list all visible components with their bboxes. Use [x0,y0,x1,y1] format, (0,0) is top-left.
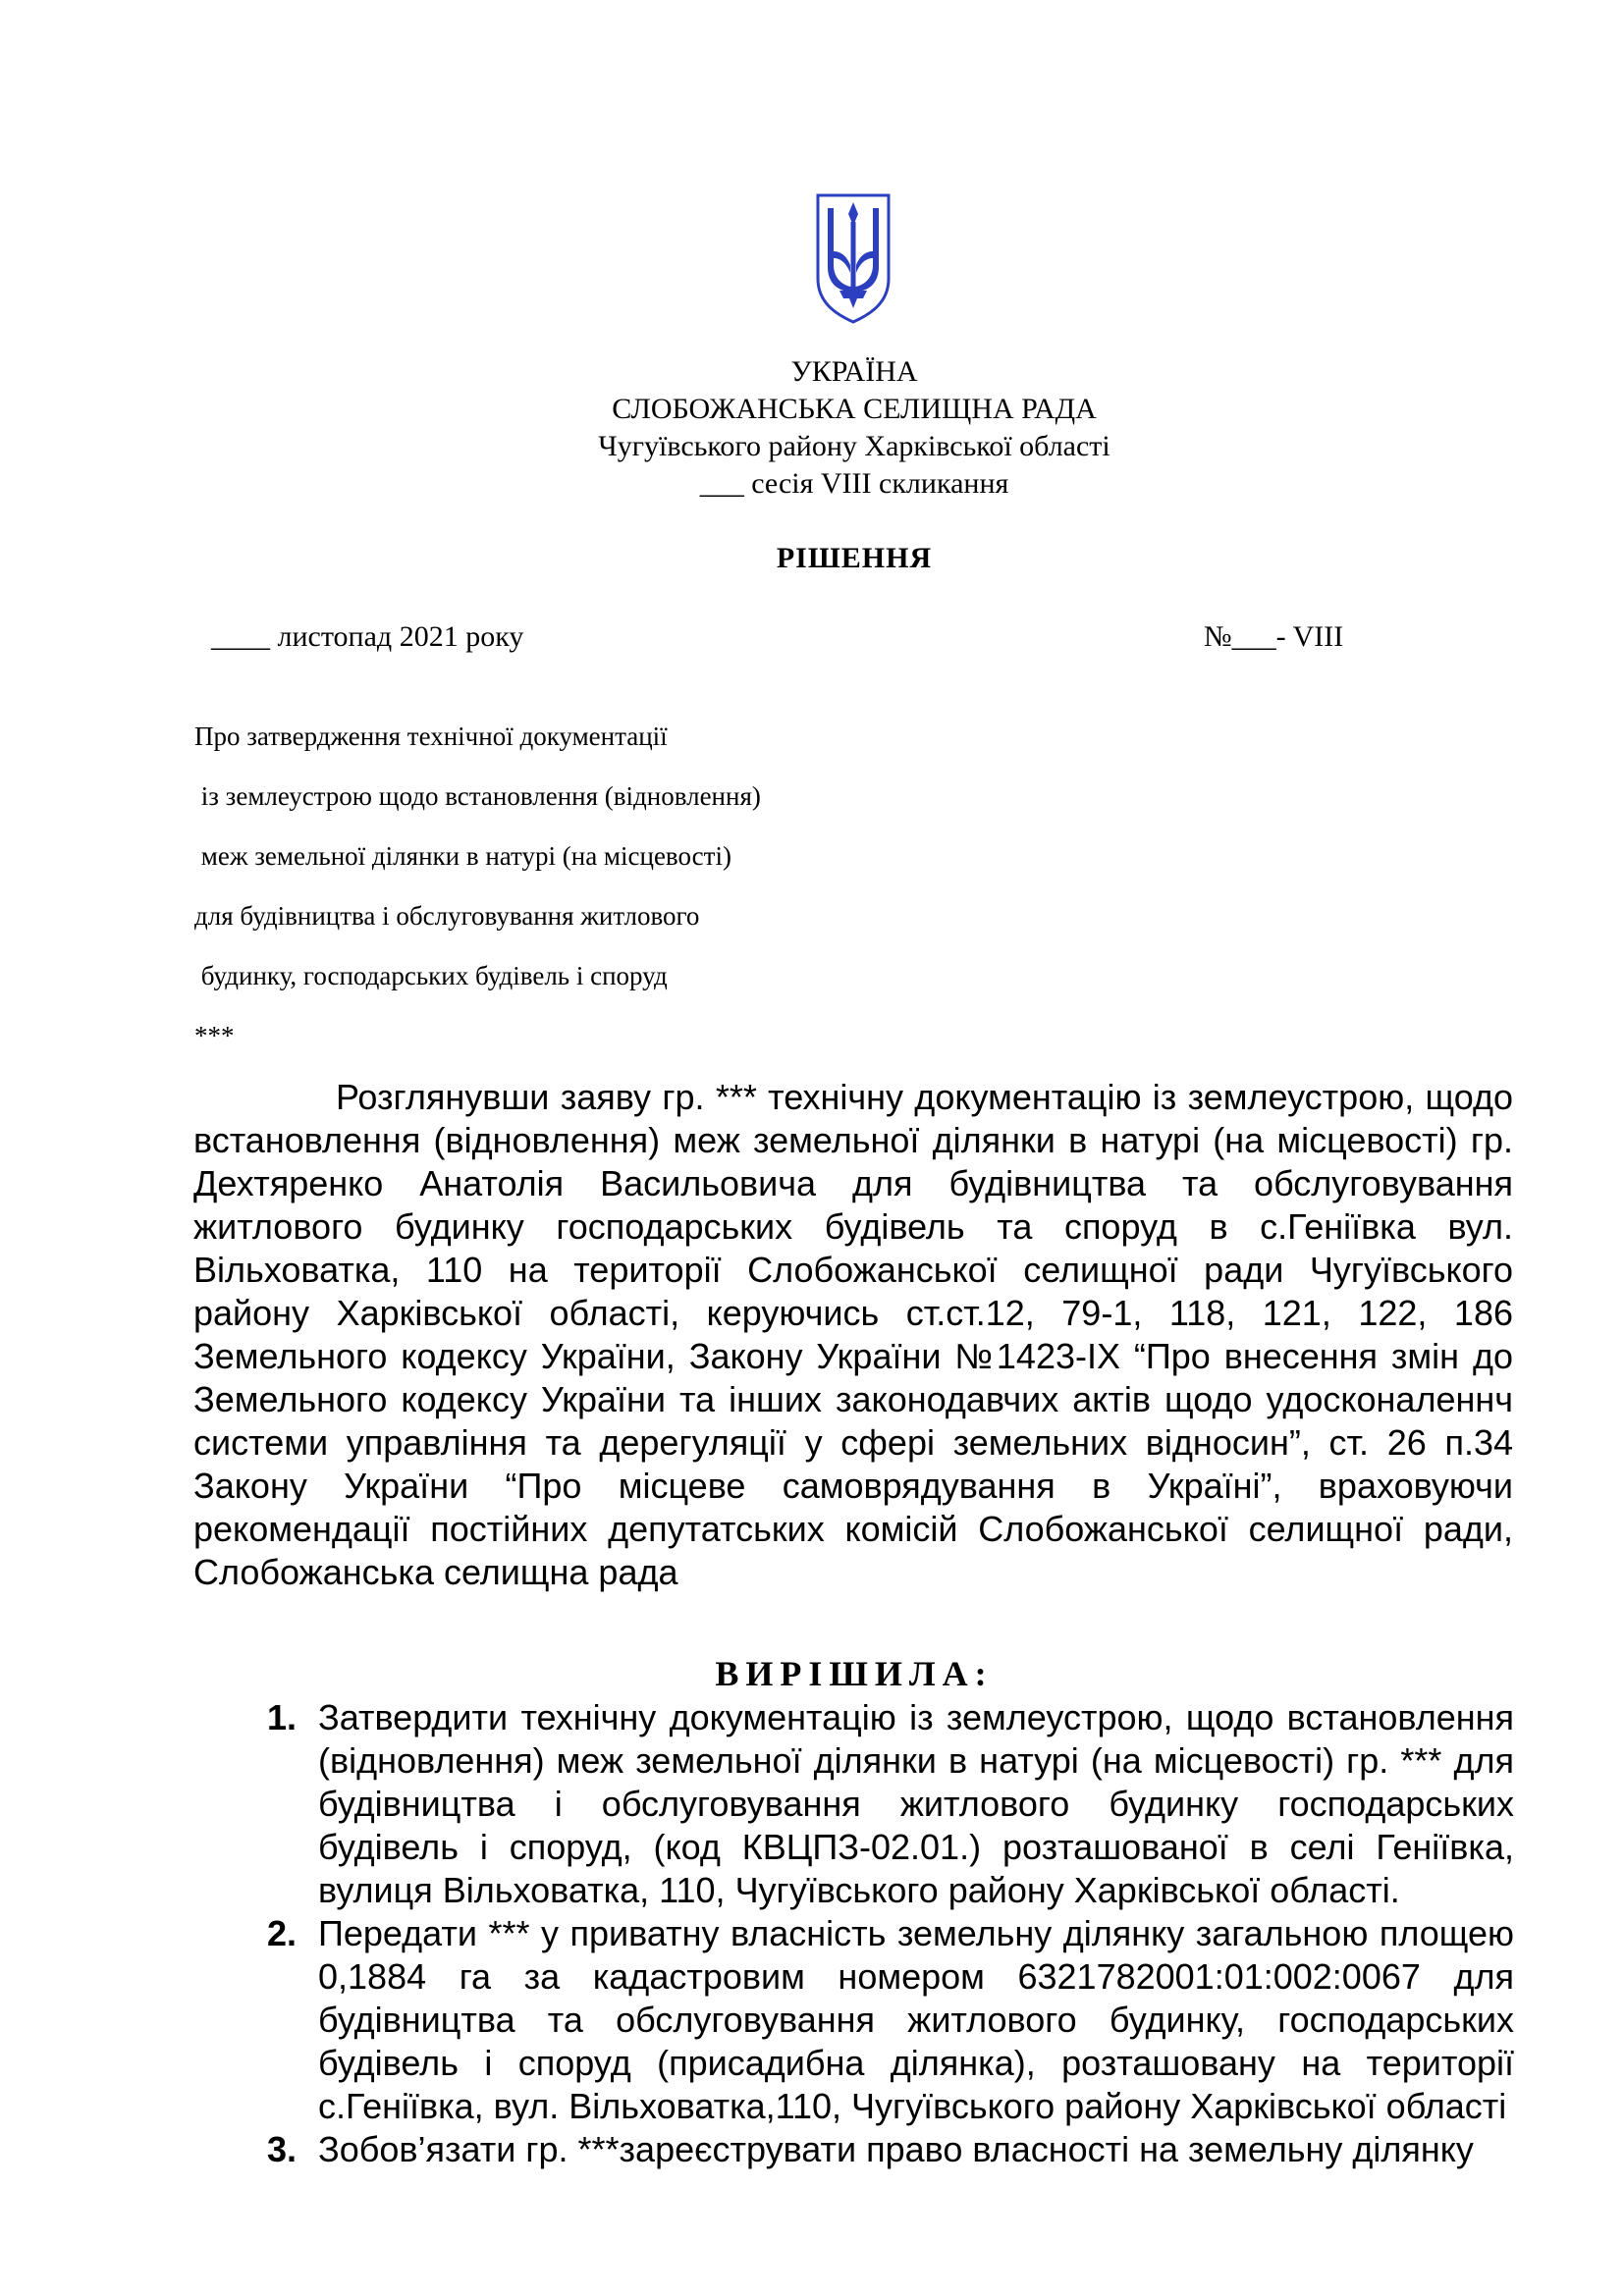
subject-line: *** [194,1021,235,1050]
subject-line: із землеустрою щодо встановлення (відновлення) [194,781,761,811]
decision-subject [194,707,761,1066]
decision-text: Зобов’язати гр. ***зареєструвати право власності на земельну ділянку [318,2129,1474,2169]
decision-item [257,2128,1514,2171]
document-header [0,353,1624,503]
region-name: Чугуївського району Харківської області [598,430,1110,462]
preamble [193,1076,1513,1594]
subject-line: будинку, господарських будівель і споруд [194,961,668,990]
decision-number: №___- VIII [1204,620,1344,653]
decided-heading: ВИРІШИЛА: [715,1654,994,1693]
trident-emblem-icon [814,192,893,324]
subject-line: меж земельної ділянки в натурі (на місцевості) [194,841,731,871]
decision-list [257,1696,1514,2171]
decision-number-label: 3. [267,2129,298,2169]
session-line: ___ сесія VIII скликання [699,467,1009,500]
decision-number-label: 2. [267,1913,298,1953]
decision-number-label: 1. [267,1697,298,1737]
council-name: СЛОБОЖАНСЬКА СЕЛИЩНА РАДА [612,393,1097,425]
decision-item [257,1696,1514,1912]
subject-line: для будівництва і обслуговування житлового [194,901,700,931]
decision-text: Затвердити технічну документацію із землеустрою, щодо встановлення (відновлення) меж земельної ділянки в натурі (на місцевості) гр. *** для будівництва і обслуговування житлового будинку господарських будівель і споруд, (код КВЦПЗ-02.01.) розташованої в селі Геніївка, вулиця Вільховатка, 110, Чугуївського району Харківської області. [318,1697,1514,1910]
decision-item [257,1912,1514,2128]
subject-line: Про затвердження технічної документації [194,721,668,751]
decision-text: Передати *** у приватну власність земельну ділянку загальною площею 0,1884 га за кадастровим номером 6321782001:01:002:0067 для будівництва та обслуговування житлового будинку, господарських будівель і споруд (присадибна ділянка), розташовану на території с.Геніївка, вул. Вільховатка,110, Чугуївського району Харківської області [318,1913,1514,2126]
decision-date: ____ листопад 2021 року [211,620,524,653]
document-title: РІШЕННЯ [776,542,933,574]
country-name: УКРАЇНА [790,355,918,388]
preamble-text: Розглянувши заяву гр. *** технічну документацію із землеустрою, щодо встановлення (відновлення) меж земельної ділянки в натурі (на місцевості) гр. Дехтяренко Анатолія Васильовича для будівництва та обслуговування житлового будинку господарських будівель та споруд в с.Геніївка вул. Вільховатка, 110 на території Слобожанської селищної ради Чугуївського району Харківської області, керуючись ст.ст.12, 79-1, 118, 121, 122, 186 Земельного кодексу України, Закону України №1423-IX “Про внесення змін до Земельного кодексу України та інших законодавчих актів щодо удосконаленнч системи управління та дерегуляції у сфері земельних відносин”, ст. 26 п.34 Закону України “Про місцеве самоврядування в Україні”, враховуючи рекомендації постійних депутатських комісій Слобожанської селищної ради, Слобожанська селищна рада [193,1077,1513,1592]
